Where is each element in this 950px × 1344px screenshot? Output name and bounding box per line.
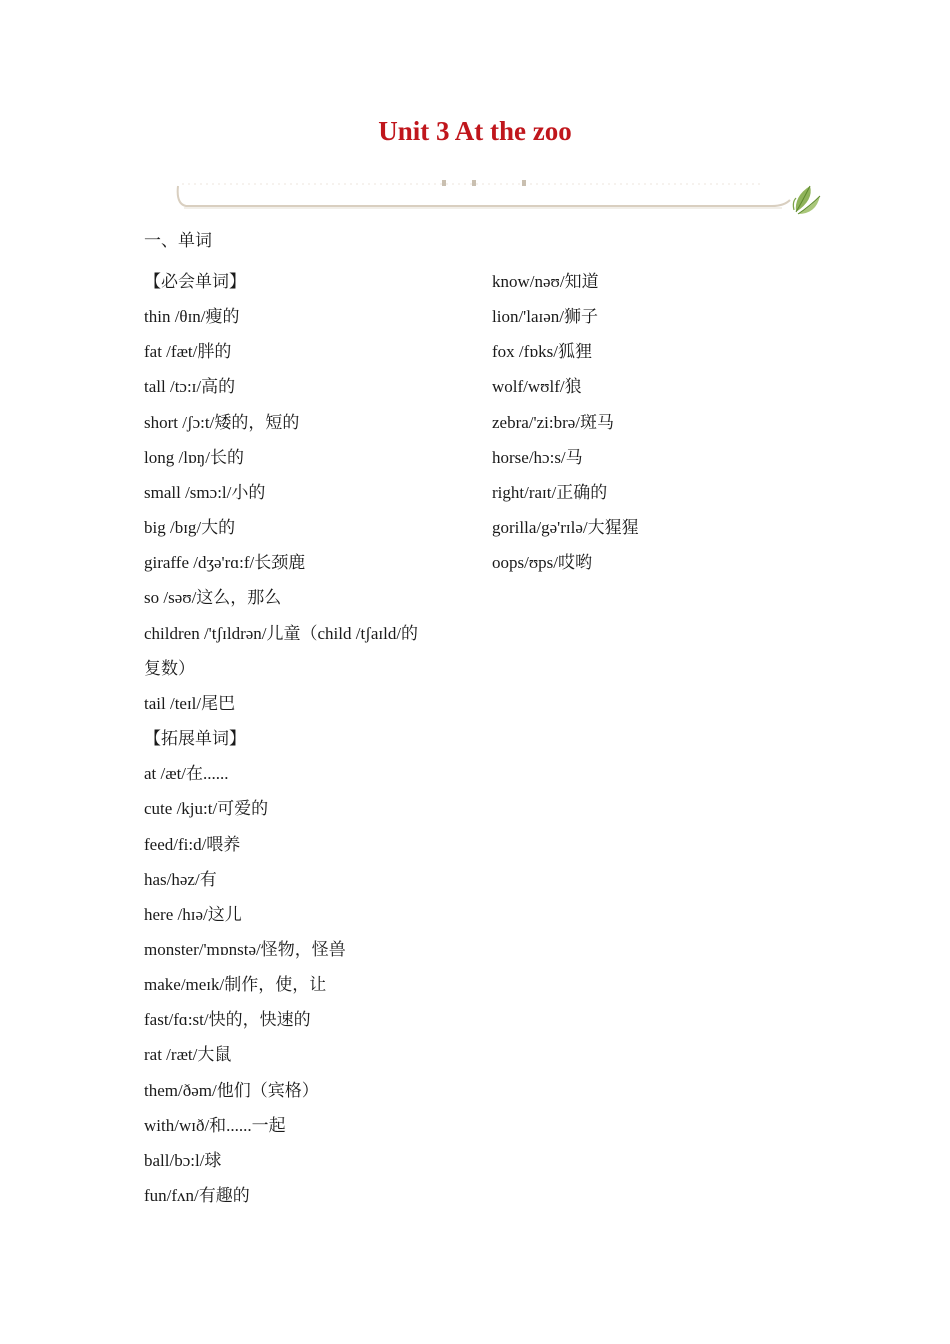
- list-item: rat /ræt/大鼠: [144, 1045, 232, 1065]
- banner-decoration: [172, 178, 824, 218]
- list-item: cute /kju:t/可爱的: [144, 799, 269, 819]
- list-item: big /bɪg/大的: [144, 518, 236, 538]
- list-item: children /'tʃɪldrən/儿童（child /tʃaɪld/的: [144, 623, 419, 643]
- list-item: short /ʃɔ:t/矮的，短的: [144, 412, 300, 432]
- section-heading: 一、单词: [144, 231, 212, 250]
- list-item: fun/fʌn/有趣的: [144, 1186, 250, 1206]
- list-item: wolf/wʊlf/狼: [492, 377, 582, 397]
- leaf-icon: [793, 186, 820, 214]
- list-item: horse/hɔ:s/马: [492, 447, 583, 467]
- list-item: 【拓展单词】: [144, 729, 246, 749]
- list-item: fox /fɒks/狐狸: [492, 342, 593, 362]
- list-item: them/ðəm/他们（宾格）: [144, 1080, 319, 1100]
- list-item: at /æt/在......: [144, 764, 229, 784]
- list-item: monster/'mɒnstə/怪物，怪兽: [144, 939, 346, 959]
- list-item: fat /fæt/胖的: [144, 342, 232, 362]
- list-item: giraffe /dʒə'rɑ:f/长颈鹿: [144, 553, 306, 573]
- list-item: make/meɪk/制作，使，让: [144, 975, 327, 995]
- list-item: thin /θɪn/瘦的: [144, 307, 240, 327]
- list-item: tall /tɔ:ɪ/高的: [144, 377, 236, 397]
- list-item: with/wɪð/和......一起: [144, 1115, 286, 1135]
- page-title: Unit 3 At the zoo: [378, 116, 572, 146]
- list-item: oops/ʊps/哎哟: [492, 553, 593, 573]
- list-item: right/raɪt/正确的: [492, 482, 608, 502]
- list-item: has/həz/有: [144, 869, 217, 889]
- list-item: 【必会单词】: [144, 272, 246, 291]
- list-item: long /lɒŋ/长的: [144, 447, 244, 467]
- list-item: feed/fi:d/喂养: [144, 834, 241, 854]
- list-item: small /smɔ:l/小的: [144, 482, 266, 502]
- list-item: gorilla/gə'rɪlə/大猩猩: [492, 518, 639, 538]
- list-item: 复数）: [144, 658, 195, 678]
- list-item: lion/'laɪən/狮子: [492, 307, 598, 327]
- list-item: know/nəʊ/知道: [492, 272, 599, 291]
- left-word-column: [144, 264, 464, 1213]
- list-item: ball/bɔ:l/球: [144, 1150, 222, 1170]
- right-word-column: [492, 264, 812, 580]
- list-item: so /səʊ/这么，那么: [144, 588, 282, 608]
- list-item: zebra/'zi:brə/斑马: [492, 412, 615, 432]
- list-item: tail /teɪl/尾巴: [144, 693, 236, 713]
- list-item: fast/fɑ:st/快的，快速的: [144, 1010, 311, 1030]
- list-item: here /hɪə/这儿: [144, 904, 242, 924]
